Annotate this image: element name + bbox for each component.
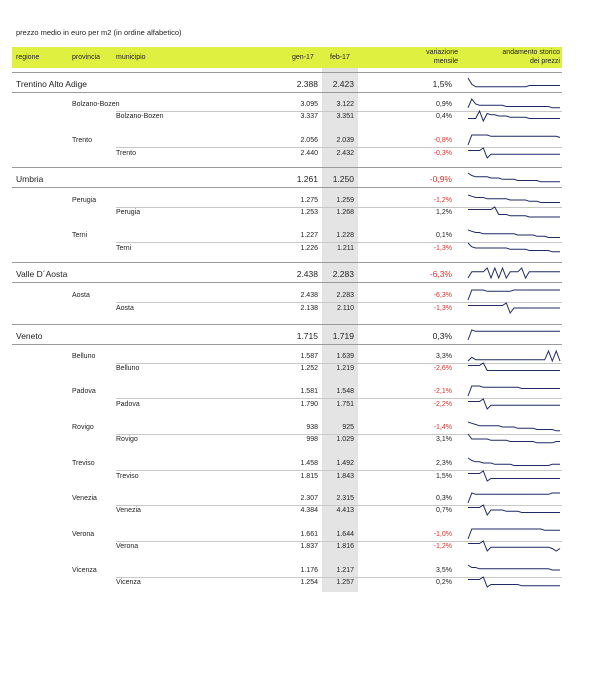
value-gen-17: 1.176 [300, 567, 318, 574]
trend-line [468, 541, 560, 551]
trend-line [468, 505, 560, 515]
header-municipio: municipio [116, 54, 146, 61]
trend-line [468, 303, 560, 313]
price-trend-sparkline [468, 147, 560, 159]
value-variazione: 1,5% [432, 79, 452, 89]
trend-line [468, 577, 560, 587]
header-prezzi: dei prezzi [530, 58, 560, 65]
price-trend-sparkline [468, 242, 560, 254]
province-name: Trento [72, 137, 92, 144]
value-feb-17: 1.719 [332, 331, 354, 341]
row-divider [12, 282, 562, 283]
price-trend-sparkline [468, 504, 560, 516]
value-variazione: -6,3% [433, 292, 452, 299]
province-name: Vicenza [72, 567, 97, 574]
value-feb-17: 1.751 [336, 401, 354, 408]
price-trend-sparkline [468, 329, 560, 341]
value-feb-17: 1.257 [336, 579, 354, 586]
municipio-name: Terni [116, 245, 132, 252]
price-trend-sparkline [468, 470, 560, 482]
municipio-name: Belluno [116, 365, 140, 372]
municipio-name: Vicenza [116, 579, 141, 586]
price-trend-sparkline [468, 194, 560, 206]
trend-line [468, 434, 560, 443]
value-variazione: 0,2% [436, 579, 452, 586]
value-feb-17: 1.029 [336, 436, 354, 443]
trend-line [468, 529, 560, 539]
header-regione: regione [16, 54, 40, 61]
value-feb-17: 3.351 [336, 113, 354, 120]
value-gen-17: 3.095 [300, 101, 318, 108]
table-caption: prezzo medio in euro per m2 (in ordine alfabetico) [16, 28, 182, 37]
value-feb-17: 1.211 [337, 245, 354, 252]
price-trend-sparkline [468, 576, 560, 588]
value-feb-17: 2.283 [332, 269, 354, 279]
province-name: Rovigo [72, 424, 94, 431]
price-trend-sparkline [468, 398, 560, 410]
value-gen-17: 2.438 [296, 269, 318, 279]
row-divider [12, 344, 562, 345]
header-variazione: variazione [426, 49, 458, 56]
province-name: Treviso [72, 460, 95, 467]
value-variazione: -2,2% [433, 401, 452, 408]
trend-line [468, 422, 560, 431]
price-trend-sparkline [468, 206, 560, 218]
value-variazione: 2,3% [436, 460, 452, 467]
price-trend-sparkline [468, 457, 560, 469]
price-trend-sparkline [468, 302, 560, 314]
municipio-name: Trento [116, 150, 136, 157]
value-gen-17: 4.384 [300, 507, 318, 514]
trend-line [468, 386, 560, 396]
province-name: Bolzano-Bozen [72, 101, 120, 108]
region-name: Valle D´Aosta [16, 269, 68, 279]
trend-line [468, 207, 560, 217]
value-gen-17: 1.254 [300, 579, 318, 586]
value-feb-17: 1.217 [336, 567, 354, 574]
trend-line [468, 230, 560, 238]
value-feb-17: 1.228 [336, 232, 354, 239]
value-gen-17: 2.138 [300, 305, 318, 312]
province-name: Perugia [72, 197, 97, 204]
value-variazione: 3,1% [436, 436, 452, 443]
province-name: Aosta [72, 292, 90, 299]
value-feb-17: 1.548 [336, 388, 354, 395]
value-feb-17: 1.644 [336, 531, 354, 538]
municipio-name: Rovigo [116, 436, 138, 443]
trend-line [468, 99, 560, 108]
value-variazione: -1,3% [433, 305, 452, 312]
trend-line [468, 290, 560, 300]
municipio-name: Bolzano-Bozen [116, 113, 164, 120]
price-trend-sparkline [468, 540, 560, 552]
value-gen-17: 3.337 [300, 113, 318, 120]
trend-line [468, 195, 560, 203]
value-feb-17: 1.843 [336, 473, 354, 480]
header-andamento: andamento storico [502, 49, 560, 56]
province-name: Venezia [72, 495, 97, 502]
trend-line [468, 111, 560, 121]
price-trend-sparkline [468, 110, 560, 122]
trend-line [468, 458, 560, 466]
row-divider [12, 92, 562, 93]
region-name: Umbria [16, 174, 44, 184]
value-gen-17: 2.440 [300, 150, 318, 157]
trend-line [468, 399, 560, 409]
value-variazione: 1,5% [436, 473, 452, 480]
row-divider [12, 167, 562, 168]
price-trend-sparkline [468, 134, 560, 146]
value-variazione: -1,2% [433, 197, 452, 204]
value-gen-17: 1.252 [300, 365, 318, 372]
row-divider [12, 262, 562, 263]
value-feb-17: 2.432 [336, 150, 354, 157]
municipio-name: Verona [116, 543, 139, 550]
value-variazione: 0,4% [436, 113, 452, 120]
value-gen-17: 2.307 [300, 495, 318, 502]
value-variazione: -1,3% [433, 245, 452, 252]
municipio-name: Padova [116, 401, 140, 408]
value-gen-17: 1.661 [300, 531, 318, 538]
value-feb-17: 2.039 [336, 137, 354, 144]
value-gen-17: 1.458 [300, 460, 318, 467]
value-variazione: -0,8% [433, 137, 452, 144]
value-variazione: -1,0% [433, 531, 452, 538]
value-variazione: -0,9% [429, 174, 452, 184]
value-variazione: -6,3% [429, 269, 452, 279]
trend-line [468, 135, 560, 145]
trend-line [468, 148, 560, 158]
price-trend-sparkline [468, 350, 560, 362]
value-variazione: -1,4% [433, 424, 452, 431]
header-gen: gen-17 [292, 54, 314, 61]
value-variazione: 0,1% [436, 232, 452, 239]
value-gen-17: 1.790 [300, 401, 318, 408]
value-variazione: 0,7% [436, 507, 452, 514]
header-provincia: provincia [72, 54, 101, 61]
value-gen-17: 1.253 [300, 209, 318, 216]
region-name: Veneto [16, 331, 43, 341]
price-trend-sparkline [468, 421, 560, 433]
trend-line [468, 243, 560, 252]
row-divider [12, 324, 562, 325]
value-gen-17: 1.815 [300, 473, 318, 480]
value-feb-17: 2.110 [337, 305, 354, 312]
price-trend-sparkline [468, 385, 560, 397]
value-feb-17: 1.268 [336, 209, 354, 216]
price-trend-sparkline [468, 492, 560, 504]
municipio-name: Treviso [116, 473, 139, 480]
value-variazione: 3,5% [436, 567, 452, 574]
price-trend-sparkline [468, 528, 560, 540]
province-name: Padova [72, 388, 96, 395]
value-gen-17: 1.261 [296, 174, 318, 184]
price-trend-sparkline [468, 362, 560, 374]
value-variazione: -2,6% [433, 365, 452, 372]
header-feb: feb-17 [330, 54, 350, 61]
value-gen-17: 1.837 [300, 543, 318, 550]
value-feb-17: 2.423 [332, 79, 354, 89]
value-gen-17: 2.056 [300, 137, 318, 144]
value-gen-17: 938 [306, 424, 318, 431]
value-variazione: 0,3% [432, 331, 452, 341]
price-trend-sparkline [468, 98, 560, 110]
trend-line [468, 268, 560, 278]
value-feb-17: 1.492 [336, 460, 354, 467]
trend-line [468, 351, 560, 361]
municipio-name: Perugia [116, 209, 141, 216]
value-variazione: 0,9% [436, 101, 452, 108]
municipio-name: Aosta [116, 305, 134, 312]
row-divider [12, 187, 562, 188]
trend-line [468, 493, 560, 503]
province-name: Verona [72, 531, 95, 538]
price-trend-sparkline [468, 229, 560, 241]
value-variazione: -1,2% [433, 543, 452, 550]
trend-line [468, 173, 560, 182]
trend-line [468, 363, 560, 371]
value-feb-17: 1.250 [332, 174, 354, 184]
trend-line [468, 471, 560, 481]
region-name: Trentino Alto Adige [16, 79, 88, 89]
value-gen-17: 1.226 [300, 245, 318, 252]
value-feb-17: 1.219 [336, 365, 354, 372]
value-variazione: 1,2% [436, 209, 452, 216]
price-trend-sparkline [468, 77, 560, 89]
value-feb-17: 1.639 [336, 353, 354, 360]
value-gen-17: 2.438 [300, 292, 318, 299]
value-feb-17: 2.315 [336, 495, 354, 502]
value-feb-17: 1.816 [336, 543, 354, 550]
value-variazione: -2,1% [433, 388, 452, 395]
value-feb-17: 3.122 [336, 101, 354, 108]
province-name: Belluno [72, 353, 96, 360]
value-gen-17: 1.715 [296, 331, 318, 341]
trend-line [468, 330, 560, 340]
table-header [12, 47, 562, 68]
province-name: Terni [72, 232, 88, 239]
price-trend-sparkline [468, 433, 560, 445]
value-variazione: -0,3% [433, 150, 452, 157]
value-feb-17: 925 [342, 424, 354, 431]
value-gen-17: 1.581 [300, 388, 318, 395]
price-trend-sparkline [468, 172, 560, 184]
value-feb-17: 2.283 [336, 292, 354, 299]
value-gen-17: 1.227 [300, 232, 318, 239]
price-trend-sparkline [468, 289, 560, 301]
price-trend-sparkline [468, 564, 560, 576]
value-variazione: 0,3% [436, 495, 452, 502]
row-divider [12, 72, 562, 73]
trend-line [468, 78, 560, 87]
value-gen-17: 1.587 [300, 353, 318, 360]
header-mensile: mensile [433, 58, 458, 65]
value-feb-17: 1.259 [336, 197, 354, 204]
trend-line [468, 565, 560, 570]
value-gen-17: 2.388 [296, 79, 318, 89]
price-trend-sparkline [468, 267, 560, 279]
value-feb-17: 4.413 [336, 507, 354, 514]
value-gen-17: 1.275 [300, 197, 318, 204]
value-gen-17: 998 [306, 436, 318, 443]
value-variazione: 3,3% [436, 353, 452, 360]
municipio-name: Venezia [116, 507, 141, 514]
